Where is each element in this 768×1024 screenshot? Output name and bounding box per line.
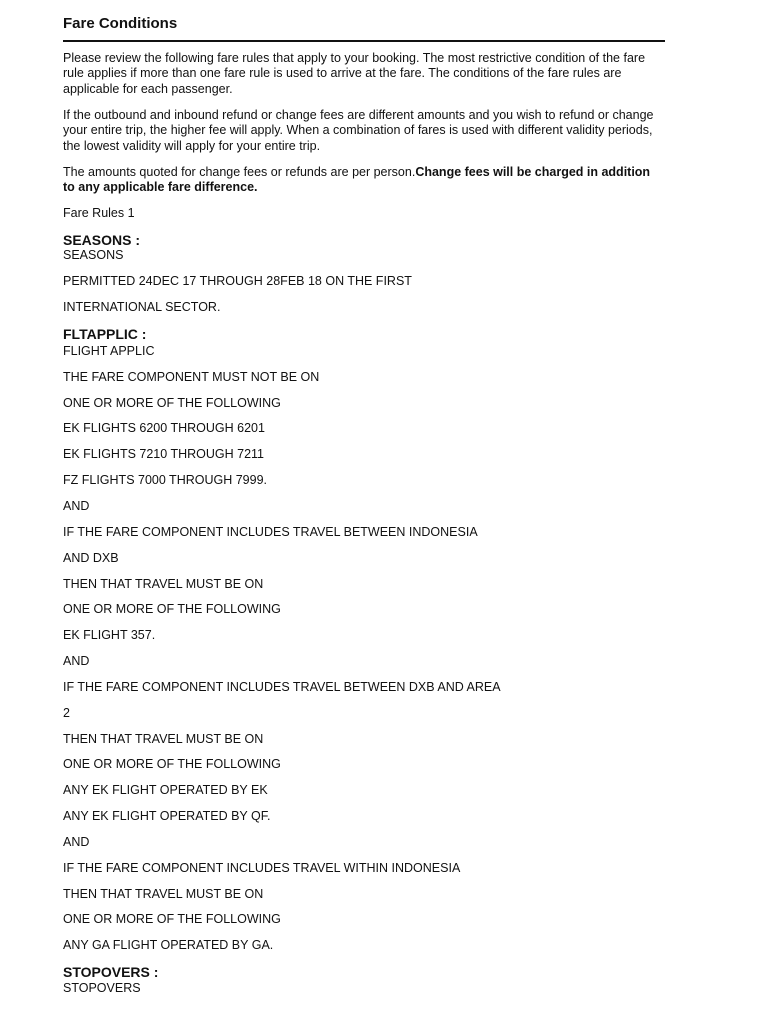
rule-line: FLIGHT APPLIC — [63, 344, 155, 358]
page-title: Fare Conditions — [63, 15, 178, 32]
per-person-note: The amounts quoted for change fees or refunds are per person. — [63, 165, 416, 179]
rule-line: ONE OR MORE OF THE FOLLOWING — [63, 602, 281, 616]
rule-line: THEN THAT TRAVEL MUST BE ON — [63, 732, 264, 746]
rule-line: AND — [63, 835, 90, 849]
intro-paragraph-2: If the outbound and inbound refund or change fees are different amounts and you wish to refund or change your entire trip, the higher fee will apply. When a combination of fares is used with different validity periods, the lowest validity will apply for your entire trip. — [63, 108, 654, 153]
rule-line: IF THE FARE COMPONENT INCLUDES TRAVEL WITHIN INDONESIA — [63, 861, 461, 875]
rule-line: FZ FLIGHTS 7000 THROUGH 7999. — [63, 473, 267, 487]
rule-line: SEASONS — [63, 248, 124, 262]
rule-line: THE FARE COMPONENT MUST NOT BE ON — [63, 370, 320, 384]
fltapplic-heading: FLTAPPLIC : — [63, 326, 147, 342]
rule-line: 2 — [63, 706, 70, 720]
intro-paragraph-3 — [63, 165, 663, 196]
seasons-heading: SEASONS : — [63, 232, 141, 248]
rule-line: AND — [63, 654, 90, 668]
rule-line: ANY GA FLIGHT OPERATED BY GA. — [63, 938, 274, 952]
rule-line: THEN THAT TRAVEL MUST BE ON — [63, 577, 264, 591]
rule-line: THEN THAT TRAVEL MUST BE ON — [63, 887, 264, 901]
rule-line: EK FLIGHTS 6200 THROUGH 6201 — [63, 421, 265, 435]
rule-line: STOPOVERS — [63, 981, 141, 995]
intro-paragraph-1: Please review the following fare rules that apply to your booking. The most restrictive condition of the fare rule applies if more than one fare rule is used to arrive at the fare. The conditions of the fare rules are applicable for each passenger. — [63, 51, 646, 96]
rule-line: AND — [63, 499, 90, 513]
rule-line: ANY EK FLIGHT OPERATED BY EK — [63, 783, 268, 797]
rule-line: ONE OR MORE OF THE FOLLOWING — [63, 396, 281, 410]
change-fee-note: Change fees will be charged in addition to any applicable fare difference. — [63, 165, 651, 195]
rule-line: IF THE FARE COMPONENT INCLUDES TRAVEL BETWEEN DXB AND AREA — [63, 680, 501, 694]
rule-line: PERMITTED 24DEC 17 THROUGH 28FEB 18 ON THE FIRST — [63, 274, 412, 288]
rule-line: IF THE FARE COMPONENT INCLUDES TRAVEL BETWEEN INDONESIA — [63, 525, 478, 539]
stopovers-heading: STOPOVERS : — [63, 964, 159, 980]
rule-line: EK FLIGHT 357. — [63, 628, 156, 642]
rule-line: ONE OR MORE OF THE FOLLOWING — [63, 757, 281, 771]
rule-line: ANY EK FLIGHT OPERATED BY QF. — [63, 809, 271, 823]
rule-line: ONE OR MORE OF THE FOLLOWING — [63, 912, 281, 926]
title-divider — [63, 40, 665, 42]
rule-line: INTERNATIONAL SECTOR. — [63, 300, 221, 314]
rule-line: EK FLIGHTS 7210 THROUGH 7211 — [63, 447, 265, 461]
fare-rules-label: Fare Rules 1 — [63, 206, 135, 220]
rule-line: AND DXB — [63, 551, 119, 565]
